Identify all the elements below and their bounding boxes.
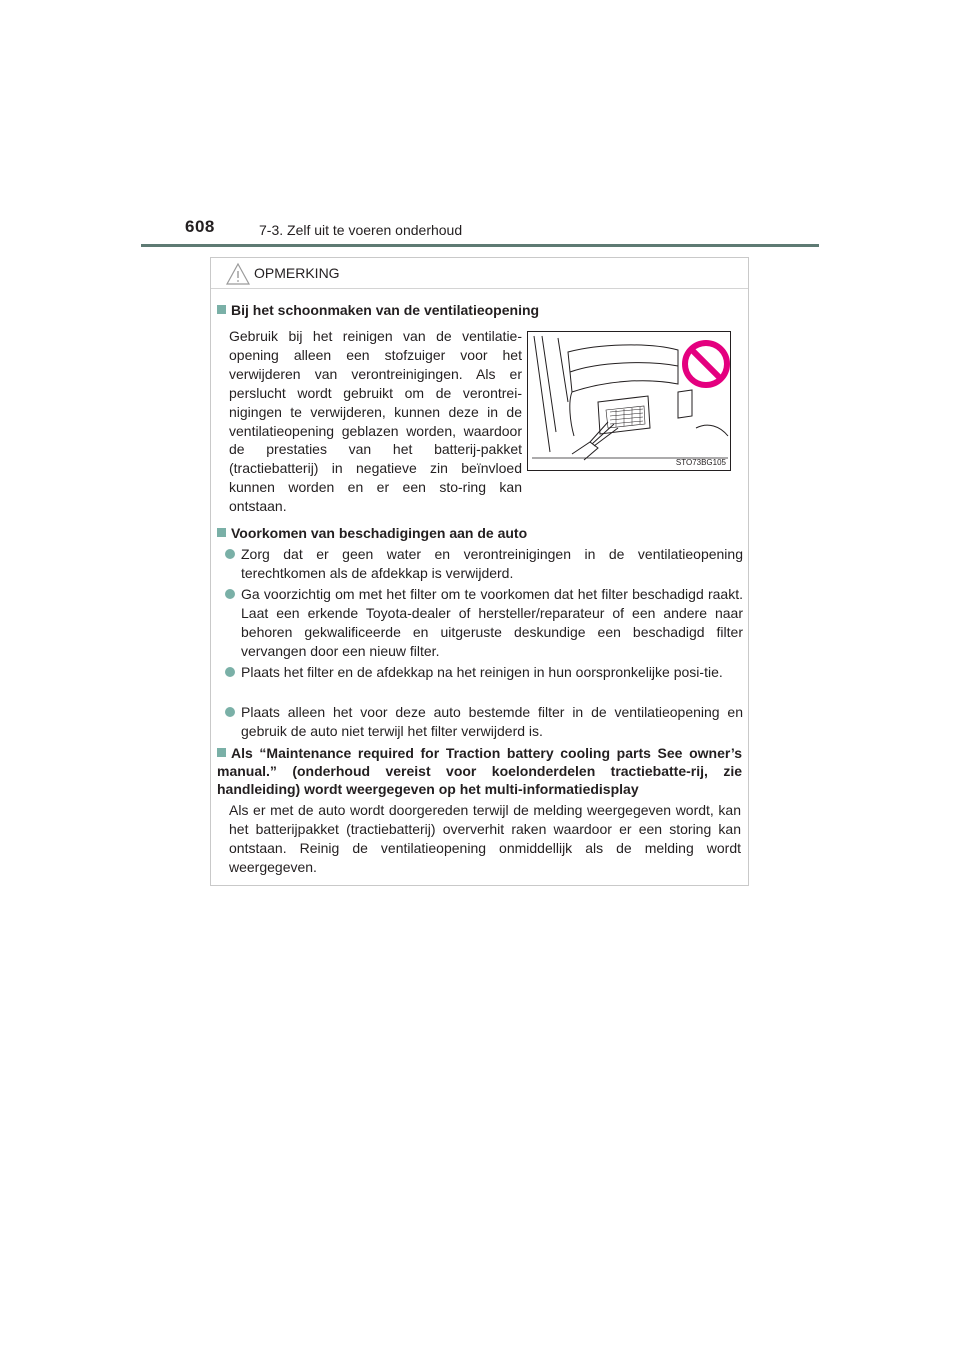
notice-box bbox=[210, 257, 749, 886]
section-title: 7-3. Zelf uit te voeren onderhoud bbox=[259, 222, 463, 238]
square-bullet-icon bbox=[217, 305, 226, 314]
image-code: STO73BG105 bbox=[675, 458, 726, 467]
section-heading-text: Bij het schoonmaken van de ventilatieopening bbox=[231, 302, 540, 318]
list-item bbox=[225, 585, 743, 661]
page-number: 608 bbox=[185, 217, 215, 236]
list-item bbox=[225, 703, 743, 741]
square-bullet-icon bbox=[217, 528, 226, 537]
warning-triangle-icon bbox=[225, 262, 251, 286]
round-bullet-icon bbox=[225, 667, 235, 677]
header-rule bbox=[141, 244, 819, 247]
list-item bbox=[225, 545, 743, 583]
section-heading-text: Voorkomen van beschadigingen aan de auto bbox=[231, 525, 528, 541]
section-heading-message bbox=[217, 744, 742, 798]
vent-cleaning-illustration bbox=[527, 331, 731, 471]
section-heading-damage bbox=[217, 524, 742, 542]
list-item-text: Plaats het filter en de afdekkap na het reinigen in hun oorspronkelijke posi-tie. bbox=[241, 664, 723, 680]
message-paragraph: Als er met de auto wordt doorgereden terwijl de melding weergegeven wordt, kan het batterijpakket (tractiebatterij) oververhit raken waardoor er een storing kan ontstaan. Reinig de ventilatieopening onmiddellijk als de melding wordt weergegeven. bbox=[229, 802, 741, 875]
notice-header bbox=[211, 258, 748, 289]
square-bullet-icon bbox=[217, 748, 226, 757]
list-item-text: Zorg dat er geen water en verontreinigingen in de ventilatieopening terechtkomen als de afdekkap is verwijderd. bbox=[241, 546, 743, 581]
list-item-text: Ga voorzichtig om met het filter om te voorkomen dat het filter beschadigd raakt. Laat een erkende Toyota-dealer of hersteller/reparateur of een andere naar behoren gekwalificeerde en uitgeruste deskundige een beschadigd filter vervangen door een nieuw filter. bbox=[241, 586, 743, 659]
section-heading-text: Als “Maintenance required for Traction battery cooling parts See owner’s manual.” (onderhoud vereist voor koelonderdelen tractiebatte-rij, zie handleiding) wordt weergegeven op het multi-informatiedisplay bbox=[217, 745, 742, 797]
round-bullet-icon bbox=[225, 549, 235, 559]
round-bullet-icon bbox=[225, 589, 235, 599]
ventilation-paragraph: Gebruik bij het reinigen van de ventilatie-opening alleen een stofzuiger voor het verwijderen van verontreinigingen. Als er perslucht wordt gebruikt om de verontrei-nigingen te verwijderen, kunnen deze in de ventilatieopening geblazen worden, waardoor de prestaties van het batterij-pakket (tractiebatterij) in negatieve zin beïnvloed kunnen worden en er een sto-ring kan ontstaan. bbox=[229, 328, 522, 515]
list-item-text: Plaats alleen het voor deze auto bestemde filter in de ventilatieopening en gebruik de auto niet terwijl het filter verwijderd is. bbox=[241, 704, 743, 739]
prohibition-icon bbox=[685, 343, 727, 385]
list-item bbox=[225, 663, 743, 682]
notice-title: OPMERKING bbox=[254, 265, 340, 281]
section-heading-ventilation bbox=[217, 301, 742, 319]
round-bullet-icon bbox=[225, 707, 235, 717]
vent-cleaning-drawing bbox=[528, 332, 730, 470]
